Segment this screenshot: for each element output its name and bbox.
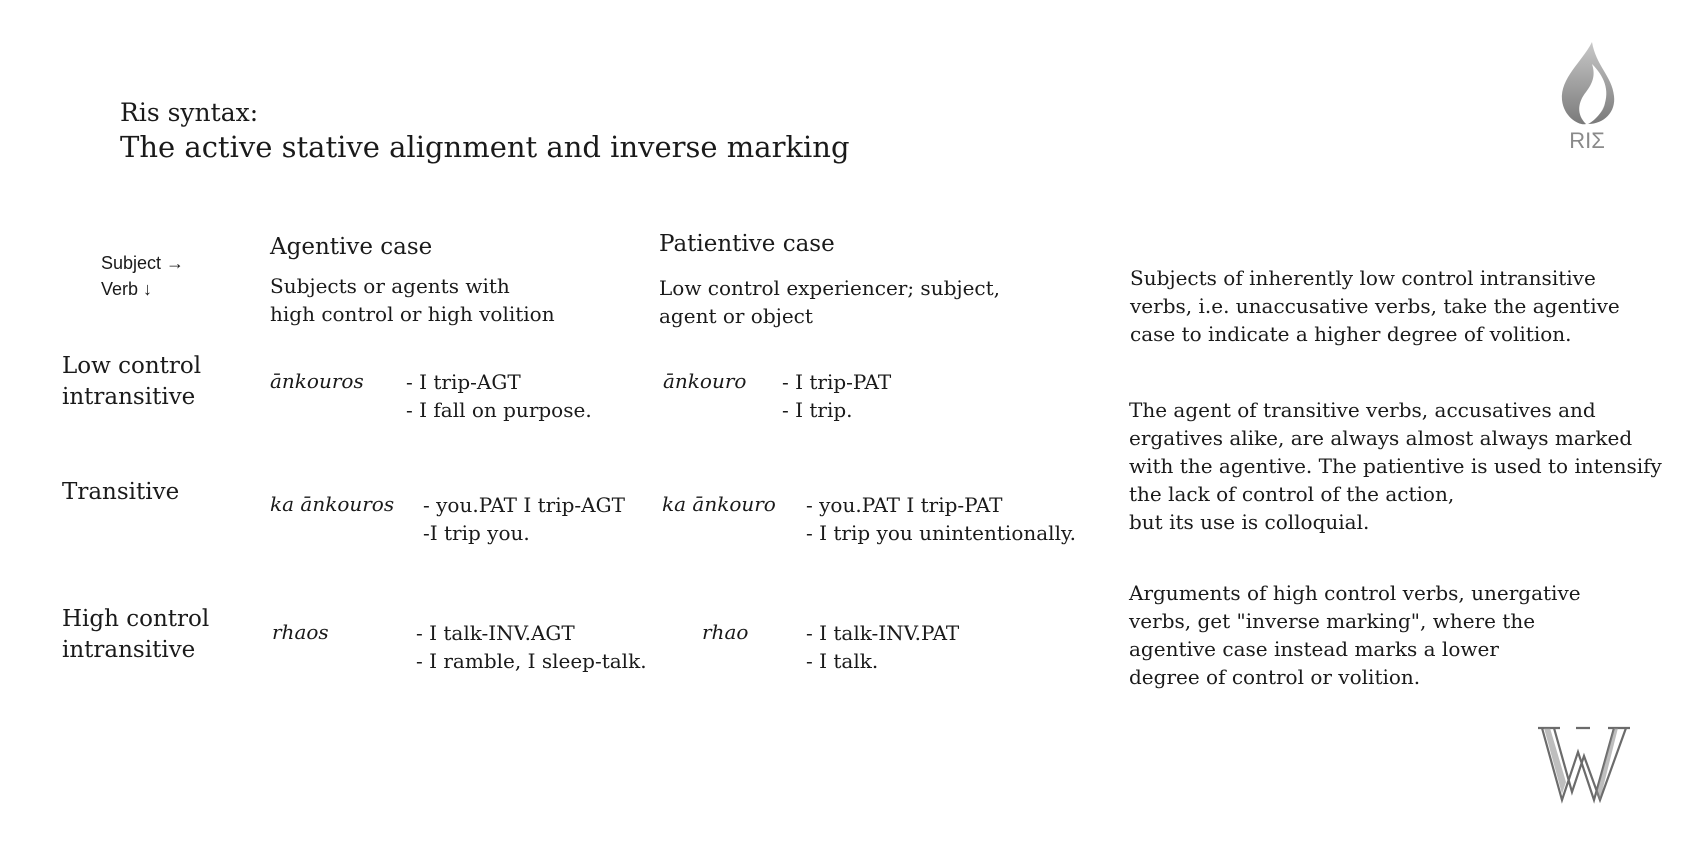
title-line-1: Ris syntax: [120, 98, 259, 127]
note-line: the lack of control of the action, [1129, 482, 1455, 506]
column-heading-patientive: Patientive case [659, 231, 835, 257]
column-desc-agentive-line-2: high control or high volition [270, 302, 555, 326]
axis-verb-label: Verb ↓ [101, 279, 153, 299]
row-heading-low-control-line-2: intransitive [62, 384, 196, 410]
example-form-low-patientive: ānkouro [663, 369, 747, 393]
example-gloss-low-agentive-line-2: - I fall on purpose. [406, 398, 592, 422]
note-low-control [1130, 264, 1620, 348]
column-heading-agentive: Agentive case [270, 234, 433, 260]
note-high-control [1129, 579, 1581, 691]
page-title: The active stative alignment and inverse marking [120, 130, 850, 164]
example-gloss-low-agentive-line-1: - I trip-AGT [406, 370, 521, 394]
w-monogram-logo-icon [1538, 722, 1630, 806]
note-line: agentive case instead marks a lower [1129, 637, 1499, 661]
example-form-high-agentive: rhaos [272, 620, 329, 644]
example-gloss-high-agentive-line-2: - I ramble, I sleep-talk. [416, 649, 647, 673]
row-heading-high-control-line-1: High control [62, 606, 210, 632]
example-gloss-transitive-agentive-line-2: -I trip you. [423, 521, 530, 545]
note-line: degree of control or volition. [1129, 665, 1421, 689]
note-transitive [1129, 396, 1662, 536]
note-line: case to indicate a higher degree of volition. [1130, 322, 1572, 346]
example-form-low-agentive: ānkouros [270, 369, 364, 393]
row-heading-high-control-line-2: intransitive [62, 637, 196, 663]
column-desc-patientive-line-1: Low control experiencer; subject, [659, 276, 1001, 300]
example-gloss-low-patientive-line-1: - I trip-PAT [782, 370, 892, 394]
column-desc-patientive-line-2: agent or object [659, 304, 813, 328]
example-form-transitive-patientive: ka ānkouro [662, 492, 776, 516]
example-gloss-transitive-agentive-line-1: - you.PAT I trip-AGT [423, 493, 625, 517]
example-form-transitive-agentive: ka ānkouros [270, 492, 395, 516]
note-line: verbs, get "inverse marking", where the [1129, 609, 1536, 633]
flame-logo-icon [1552, 40, 1622, 156]
note-line: ergatives alike, are always almost always marked [1129, 426, 1633, 450]
note-line: but its use is colloquial. [1129, 510, 1370, 534]
example-gloss-high-patientive-line-2: - I talk. [806, 649, 879, 673]
note-line: with the agentive. The patientive is used to intensify [1129, 454, 1662, 478]
example-gloss-high-patientive-line-1: - I talk-INV.PAT [806, 621, 960, 645]
logo-text: RIΣ [1569, 128, 1605, 153]
note-line: Subjects of inherently low control intransitive [1130, 266, 1596, 290]
row-heading-low-control-line-1: Low control [62, 353, 202, 379]
column-desc-agentive-line-1: Subjects or agents with [270, 274, 510, 298]
note-line: The agent of transitive verbs, accusatives and [1129, 398, 1596, 422]
example-gloss-low-patientive-line-2: - I trip. [782, 398, 853, 422]
example-gloss-transitive-patientive-line-1: - you.PAT I trip-PAT [806, 493, 1003, 517]
example-gloss-transitive-patientive-line-2: - I trip you unintentionally. [806, 521, 1076, 545]
example-gloss-high-agentive-line-1: - I talk-INV.AGT [416, 621, 575, 645]
note-line: Arguments of high control verbs, unergative [1129, 581, 1581, 605]
axis-subject-label: Subject → [101, 253, 185, 273]
note-line: verbs, i.e. unaccusative verbs, take the agentive [1130, 294, 1620, 318]
example-form-high-patientive: rhao [702, 620, 749, 644]
row-heading-transitive: Transitive [62, 479, 180, 505]
